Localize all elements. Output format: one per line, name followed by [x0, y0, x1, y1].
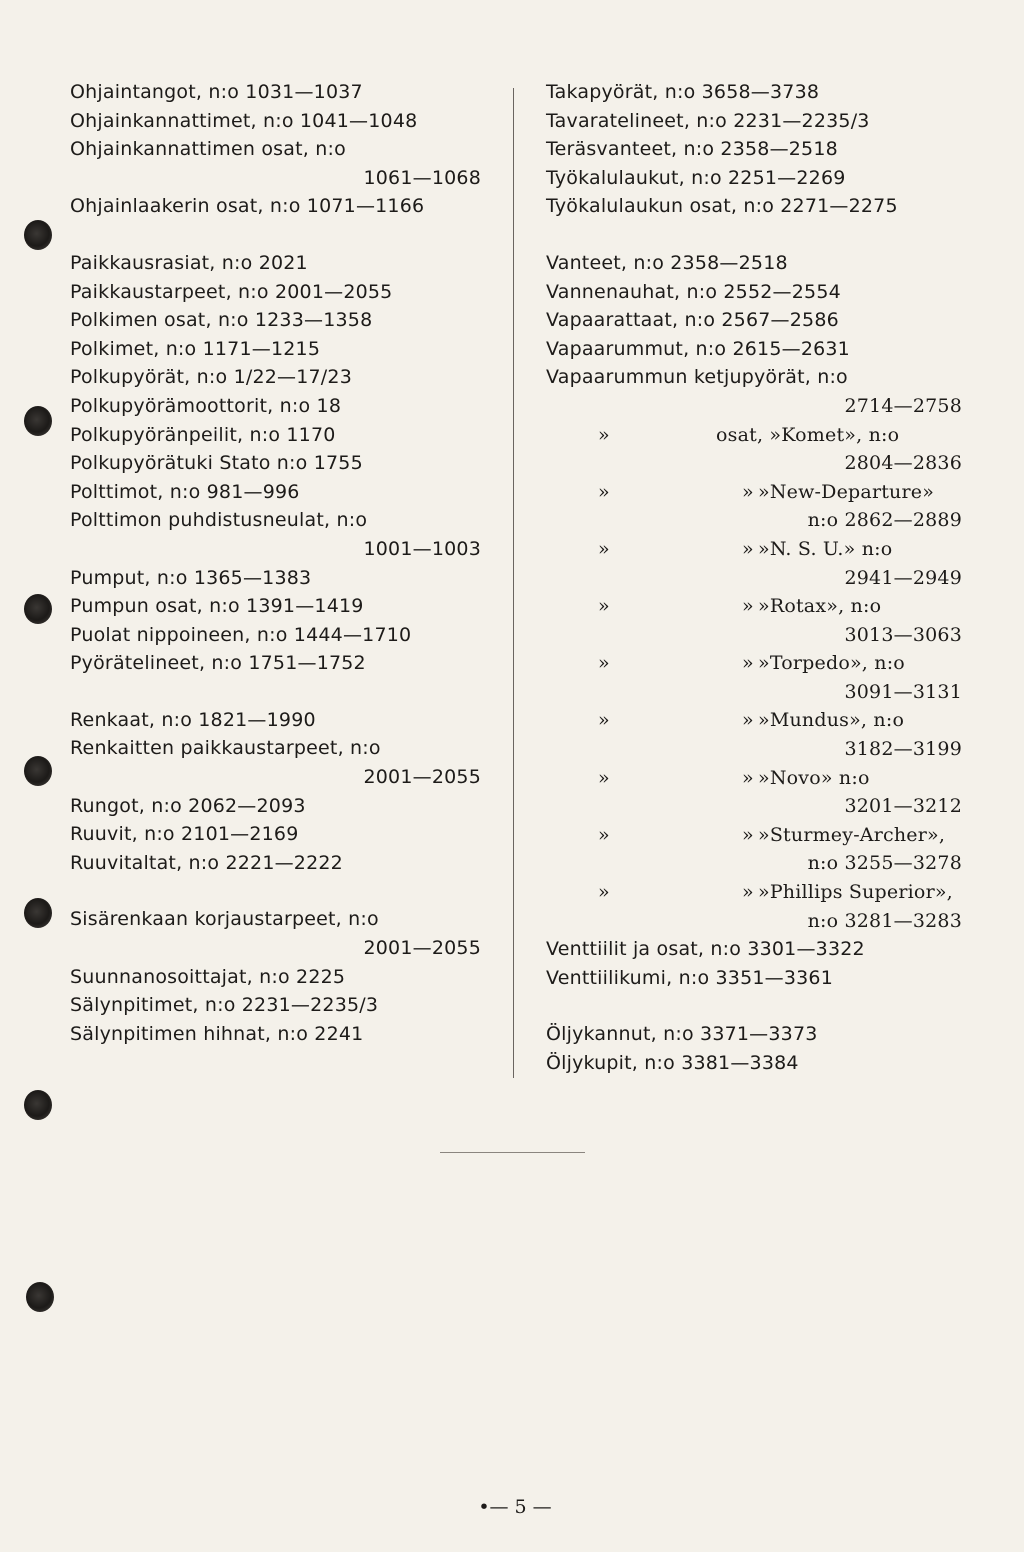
index-entry: Tavaratelineet, n:o 2231—2235/3 — [546, 109, 870, 132]
ditto-entry — [546, 478, 966, 507]
index-entry: Renkaat, n:o 1821—1990 — [70, 708, 316, 731]
index-entry: Polkupyörämoottorit, n:o 18 — [70, 394, 342, 417]
index-entry: Työkalulaukun osat, n:o 2271—2275 — [546, 195, 898, 218]
punch-hole-1 — [24, 220, 52, 250]
end-rule — [440, 1152, 585, 1153]
index-entry-continuation: 2001—2055 — [363, 937, 481, 960]
ditto-entry-continuation: n:o 3281—3283 — [807, 909, 962, 932]
index-entry: Polkupyörät, n:o 1/22—17/23 — [70, 366, 352, 389]
punch-hole-2 — [24, 406, 52, 436]
ditto-entry-text: »Torpedo», n:o — [758, 652, 905, 675]
ditto-mark: » — [742, 766, 754, 789]
ditto-entry-text: »Rotax», n:o — [758, 595, 882, 618]
ditto-entry — [546, 592, 966, 621]
ditto-mark: » — [598, 652, 610, 675]
index-entry: Rungot, n:o 2062—2093 — [70, 794, 306, 817]
index-entry: Ohjaintangot, n:o 1031—1037 — [70, 81, 363, 103]
index-entry: Vapaarattaat, n:o 2567—2586 — [546, 309, 839, 332]
index-entry-continuation: 1061—1068 — [363, 166, 481, 189]
index-entry: Renkaitten paikkaustarpeet, n:o — [70, 737, 381, 760]
index-entry: Paikkaustarpeet, n:o 2001—2055 — [70, 280, 393, 303]
index-entry: Vapaarummun ketjupyörät, n:o — [546, 366, 848, 389]
ditto-mark: » — [598, 766, 610, 789]
index-entry-continuation: 2714—2758 — [844, 394, 962, 417]
ditto-entry-continuation: 2941—2949 — [844, 566, 962, 589]
index-entry: Polkupyörätuki Stato n:o 1755 — [70, 452, 363, 475]
index-entry: Vannenauhat, n:o 2552—2554 — [546, 280, 841, 303]
ditto-mark: » — [598, 423, 610, 446]
index-entry: Puolat nippoineen, n:o 1444—1710 — [70, 623, 412, 646]
index-entry: Sälynpitimen hihnat, n:o 2241 — [70, 1022, 364, 1045]
index-entry: Polkimet, n:o 1171—1215 — [70, 337, 321, 360]
index-entry-continuation: 2001—2055 — [363, 766, 481, 789]
index-entry: Ruuvitaltat, n:o 2221—2222 — [70, 851, 343, 874]
ditto-entry-continuation: 3013—3063 — [844, 623, 962, 646]
ditto-entry — [546, 649, 966, 678]
ditto-entry — [546, 764, 966, 793]
index-entry: Öljykupit, n:o 3381—3384 — [546, 1052, 799, 1074]
ditto-entry-continuation: 3182—3199 — [844, 738, 962, 761]
index-entry: Ohjainkannattimet, n:o 1041—1048 — [70, 109, 418, 132]
index-entry: Suunnanosoittajat, n:o 2225 — [70, 965, 346, 988]
ditto-entry — [546, 535, 966, 564]
ditto-mark: » — [598, 595, 610, 618]
page-number: •— 5 — — [478, 1496, 552, 1518]
ditto-mark: » — [742, 537, 754, 560]
ditto-entry-continuation: 3091—3131 — [844, 680, 962, 703]
right-column — [546, 78, 966, 1078]
ditto-mark: » — [598, 823, 610, 846]
index-entry: Polttimon puhdistusneulat, n:o — [70, 509, 368, 532]
punch-hole-6 — [24, 1090, 52, 1120]
ditto-entry-text: »Novo» n:o — [758, 766, 870, 789]
ditto-entry-continuation: n:o 2862—2889 — [807, 509, 962, 532]
ditto-mark: » — [598, 480, 610, 503]
punch-hole-7 — [26, 1282, 54, 1312]
index-entry-continuation: 1001—1003 — [363, 537, 481, 560]
ditto-mark: » — [742, 709, 754, 732]
index-entry: Venttiilikumi, n:o 3351—3361 — [546, 966, 834, 989]
ditto-mark: » — [742, 652, 754, 675]
ditto-mark: » — [742, 881, 754, 904]
index-entry: Takapyörät, n:o 3658—3738 — [546, 81, 820, 103]
index-entry: Pumput, n:o 1365—1383 — [70, 566, 312, 589]
left-column — [70, 78, 485, 1048]
punch-hole-5 — [24, 898, 52, 928]
punch-hole-4 — [24, 756, 52, 786]
ditto-mark: » — [598, 881, 610, 904]
index-entry: Ohjainkannattimen osat, n:o — [70, 138, 346, 161]
index-entry: Vanteet, n:o 2358—2518 — [546, 251, 788, 274]
index-entry: Polkimen osat, n:o 1233—1358 — [70, 309, 373, 332]
index-entry: Pyörätelineet, n:o 1751—1752 — [70, 652, 366, 675]
index-entry: Polkupyöränpeilit, n:o 1170 — [70, 423, 336, 446]
index-entry: Ohjainlaakerin osat, n:o 1071—1166 — [70, 195, 425, 218]
index-entry: Työkalulaukut, n:o 2251—2269 — [546, 166, 846, 189]
index-entry: Vapaarummut, n:o 2615—2631 — [546, 337, 850, 360]
ditto-entry-text: »New-Departure» — [758, 480, 935, 503]
ditto-entry — [546, 421, 966, 450]
ditto-entry-continuation: n:o 3255—3278 — [807, 852, 962, 875]
ditto-entry — [546, 821, 966, 850]
index-entry: Sälynpitimet, n:o 2231—2235/3 — [70, 994, 379, 1017]
index-entry: Ruuvit, n:o 2101—2169 — [70, 823, 299, 846]
index-entry: Venttiilit ja osat, n:o 3301—3322 — [546, 938, 865, 961]
index-entry: Teräsvanteet, n:o 2358—2518 — [546, 138, 838, 161]
ditto-mark: » — [598, 537, 610, 560]
index-entry: Pumpun osat, n:o 1391—1419 — [70, 595, 364, 618]
ditto-mark: » — [742, 480, 754, 503]
ditto-entry-continuation: 3201—3212 — [844, 795, 962, 818]
ditto-entry-continuation: 2804—2836 — [844, 452, 962, 475]
ditto-mark: » — [742, 595, 754, 618]
ditto-entry-text: »N. S. U.» n:o — [758, 537, 893, 560]
index-entry: Polttimot, n:o 981—996 — [70, 480, 300, 503]
index-entry: Öljykannut, n:o 3371—3373 — [546, 1023, 818, 1046]
ditto-entry — [546, 878, 966, 907]
ditto-entry-text: osat, »Komet», n:o — [716, 423, 900, 446]
ditto-entry-text: »Mundus», n:o — [758, 709, 905, 732]
column-divider — [513, 88, 514, 1078]
ditto-mark: » — [598, 709, 610, 732]
ditto-entry-text: »Sturmey-Archer», — [758, 823, 946, 846]
index-entry: Paikkausrasiat, n:o 2021 — [70, 251, 308, 274]
punch-hole-3 — [24, 594, 52, 624]
index-entry: Sisärenkaan korjaustarpeet, n:o — [70, 908, 379, 931]
ditto-entry — [546, 706, 966, 735]
ditto-entry-text: »Phillips Superior», — [758, 881, 953, 904]
ditto-mark: » — [742, 823, 754, 846]
